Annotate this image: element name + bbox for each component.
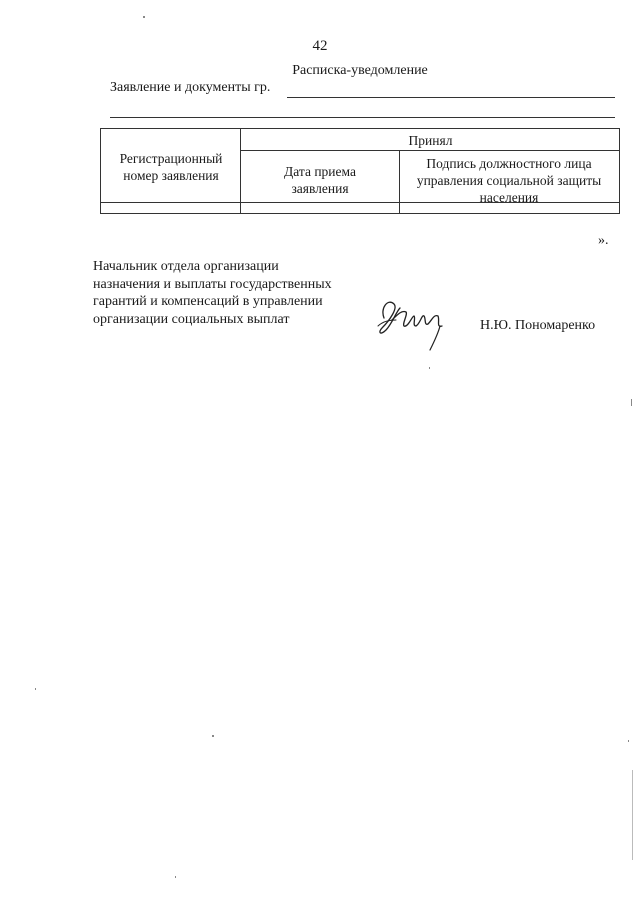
document-title: Расписка-уведомление [292, 63, 428, 78]
table-border-top [100, 128, 620, 129]
page-number: 42 [312, 38, 328, 54]
signer-position-line: организации социальных выплат [93, 311, 290, 327]
intro-line: Заявление и документы гр. [110, 80, 271, 95]
handwritten-signature [372, 290, 452, 356]
scan-speck [175, 876, 176, 878]
header-date-received: Дата приема заявления [284, 164, 356, 196]
header-accepted-group: Принял [408, 133, 453, 148]
scan-edge-line [632, 770, 633, 860]
header-registration-number: Регистрационный номер заявления [119, 151, 223, 183]
signer-name: Н.Ю. Пономаренко [480, 318, 596, 333]
scan-speck [143, 16, 145, 18]
scan-speck [631, 399, 632, 406]
header-official-signature: Подпись должностного лица управления социальной защиты населения [416, 156, 602, 205]
signer-position-line: назначения и выплаты государственных [93, 276, 332, 292]
receipt-table [100, 128, 620, 214]
signer-position-line: Начальник отдела организации [93, 259, 279, 274]
signer-position [93, 258, 373, 328]
closing-quote: ». [598, 233, 609, 248]
table-divider-col2 [399, 150, 400, 214]
scan-speck [628, 740, 629, 742]
continuation-blank-line [110, 117, 615, 118]
scan-speck [429, 367, 430, 369]
table-border-bottom [100, 213, 620, 214]
scan-speck [35, 688, 36, 690]
applicant-name-blank-line [287, 97, 615, 98]
signer-position-line: гарантий и компенсаций в управлении [93, 294, 323, 309]
scan-speck [212, 735, 214, 737]
table-divider-header [240, 150, 620, 151]
